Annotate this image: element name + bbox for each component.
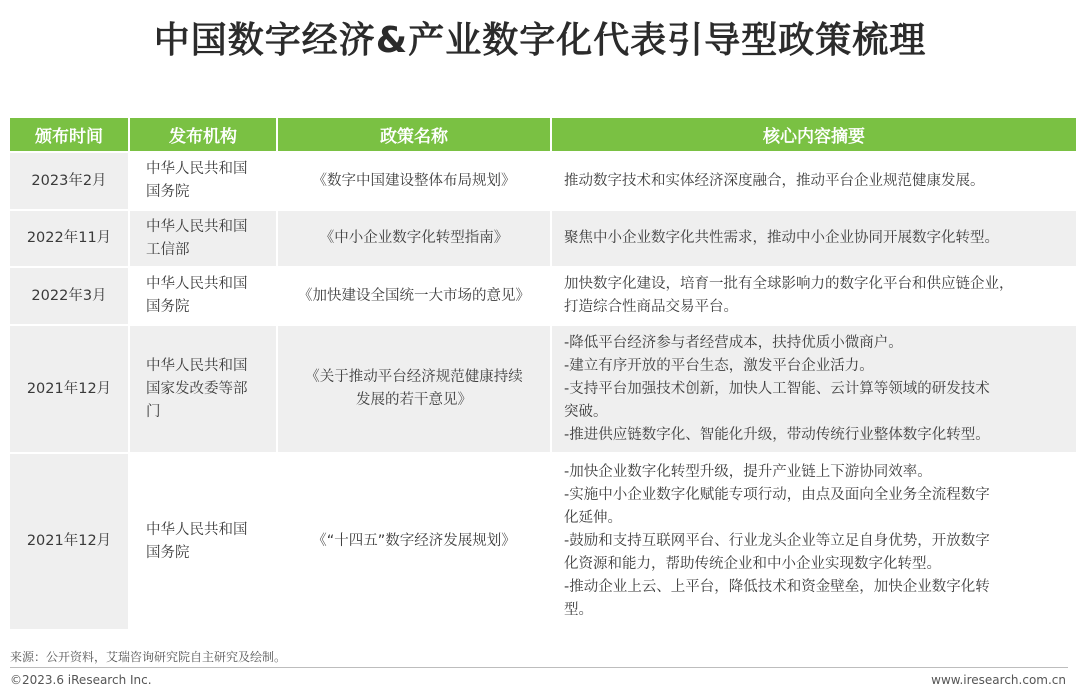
policy-name-cell-line: 发展的若干意见》 xyxy=(356,392,472,408)
issuer-cell-line: 中华人民共和国 xyxy=(146,218,248,235)
summary-cell-line: 型。 xyxy=(564,602,593,618)
date-cell: 2022年11月 xyxy=(10,209,130,266)
summary-cell xyxy=(552,151,1076,209)
summary-cell xyxy=(552,266,1076,324)
policy-name-cell xyxy=(278,151,552,209)
issuer-cell-line: 中华人民共和国 xyxy=(146,161,248,177)
issuer-cell xyxy=(130,151,278,209)
policy-name-cell-line: 《“十四五”数字经济发展规划》 xyxy=(312,533,516,549)
source-note: 来源：公开资料，艾瑞咨询研究院自主研究及绘制。 xyxy=(10,650,287,664)
summary-cell-line: 突破。 xyxy=(564,403,608,420)
date-cell: 2022年3月 xyxy=(10,266,130,324)
table-row xyxy=(10,324,1076,452)
summary-cell-line: -推动企业上云、上平台，降低技术和资金壁垒，加快企业数字化转 xyxy=(564,579,990,595)
issuer-cell xyxy=(130,452,278,629)
issuer-cell-line: 中华人民共和国 xyxy=(146,357,248,374)
copyright-text: ©2023.6 iResearch Inc. xyxy=(10,673,152,687)
summary-cell-line: 推动数字技术和实体经济深度融合，推动平台企业规范健康发展。 xyxy=(564,172,985,189)
policy-name-cell-line: 《关于推动平台经济规范健康持续 xyxy=(305,369,523,385)
summary-cell xyxy=(552,324,1076,452)
issuer-cell-line: 国务院 xyxy=(146,544,190,561)
header-summary: 核心内容摘要 xyxy=(552,118,1076,151)
policy-name-cell xyxy=(278,452,552,629)
policy-name-cell-line: 《加快建设全国统一大市场的意见》 xyxy=(298,287,530,304)
policy-name-cell-line: 《数字中国建设整体布局规划》 xyxy=(312,172,516,189)
table-row xyxy=(10,151,1076,209)
header-issuer: 发布机构 xyxy=(130,118,278,151)
date-cell: 2023年2月 xyxy=(10,151,130,209)
table-body xyxy=(10,151,1076,629)
policy-name-cell xyxy=(278,266,552,324)
table-row xyxy=(10,266,1076,324)
summary-cell-line: 打造综合性商品交易平台。 xyxy=(564,299,738,315)
summary-cell-line: -支持平台加强技术创新，加快人工智能、云计算等领域的研发技术 xyxy=(564,380,990,397)
policy-name-cell-line: 《中小企业数字化转型指南》 xyxy=(319,230,509,246)
issuer-cell-line: 国务院 xyxy=(146,299,190,315)
issuer-cell xyxy=(130,324,278,452)
summary-cell-line: -加快企业数字化转型升级，提升产业链上下游协同效率。 xyxy=(564,464,932,480)
footer-divider xyxy=(10,667,1068,668)
date-cell: 2021年12月 xyxy=(10,324,130,452)
summary-cell-line: -降低平台经济参与者经营成本，扶持优质小微商户。 xyxy=(564,334,903,351)
issuer-cell-line: 工信部 xyxy=(146,241,190,258)
summary-cell-line: -推进供应链数字化、智能化升级，带动传统行业整体数字化转型。 xyxy=(564,426,990,443)
date-cell: 2021年12月 xyxy=(10,452,130,629)
issuer-cell-line: 门 xyxy=(146,403,161,420)
issuer-cell-line: 中华人民共和国 xyxy=(146,276,248,292)
policy-name-cell xyxy=(278,209,552,266)
header-date: 颁布时间 xyxy=(10,118,130,151)
header-policy-name: 政策名称 xyxy=(278,118,552,151)
policy-name-cell xyxy=(278,324,552,452)
summary-cell xyxy=(552,452,1076,629)
summary-cell-line: 化延伸。 xyxy=(564,510,622,526)
issuer-cell-line: 国家发改委等部 xyxy=(146,380,248,397)
issuer-cell xyxy=(130,209,278,266)
issuer-cell-line: 国务院 xyxy=(146,184,190,200)
summary-cell xyxy=(552,209,1076,266)
policy-table xyxy=(10,118,1076,629)
issuer-cell-line: 中华人民共和国 xyxy=(146,521,248,538)
summary-cell-line: -实施中小企业数字化赋能专项行动，由点及面向全业务全流程数字 xyxy=(564,487,990,503)
page-title: 中国数字经济&产业数字化代表引导型政策梳理 xyxy=(153,20,927,61)
summary-cell-line: -鼓励和支持互联网平台、行业龙头企业等立足自身优势，开放数字 xyxy=(564,533,990,549)
summary-cell-line: 加快数字化建设，培育一批有全球影响力的数字化平台和供应链企业， xyxy=(564,276,1014,292)
issuer-cell xyxy=(130,266,278,324)
summary-cell-line: -建立有序开放的平台生态，激发平台企业活力。 xyxy=(564,357,874,374)
table-row xyxy=(10,209,1076,266)
summary-cell-line: 化资源和能力，帮助传统企业和中小企业实现数字化转型。 xyxy=(564,556,941,572)
summary-cell-line: 聚焦中小企业数字化共性需求，推动中小企业协同开展数字化转型。 xyxy=(564,230,999,246)
website-text: www.iresearch.com.cn xyxy=(931,673,1066,687)
table-row xyxy=(10,452,1076,629)
table-header-row xyxy=(10,118,1076,151)
